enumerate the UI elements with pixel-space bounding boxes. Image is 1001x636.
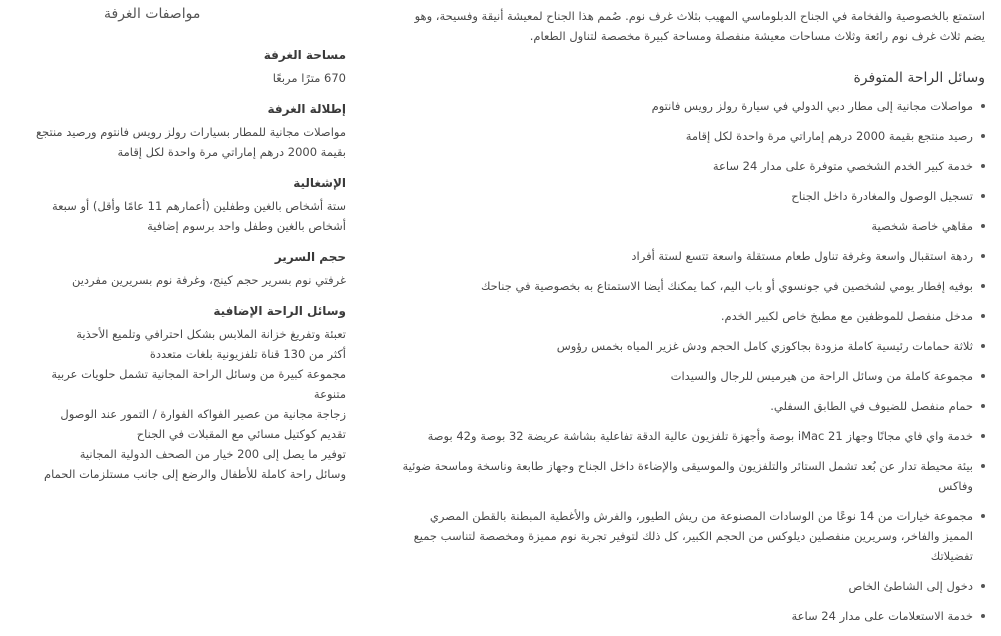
spec-view-value: مواصلات مجانية للمطار بسيارات رولز رويس فانتوم ورصيد منتجع بقيمة 2000 درهم إماراتي مرة واحدة لكل إقامة: [35, 125, 346, 159]
amenities-title: وسائل الراحة المتوفرة: [853, 70, 985, 86]
spec-view: [20, 102, 346, 162]
spec-view-label: إطلالة الغرفة: [267, 102, 346, 116]
spec-extra-item: تقديم كوكتيل مسائي مع المقبلات في الجناح: [136, 427, 346, 441]
list-item: مجموعة كاملة من وسائل الراحة من هيرميس للرجال والسيدات: [400, 366, 985, 386]
spec-extra: [20, 304, 346, 484]
specs-title: مواصفات الغرفة: [104, 6, 201, 22]
spec-extra-label: وسائل الراحة الإضافية: [213, 304, 346, 318]
spec-area-label: مساحة الغرفة: [263, 48, 346, 62]
spec-bed-label: حجم السرير: [274, 250, 346, 264]
list-item: حمام منفصل للضيوف في الطابق السفلي.: [400, 396, 985, 416]
spec-extra-item: أكثر من 130 قناة تلفزيونية بلغات متعددة: [149, 347, 346, 361]
list-item: دخول إلى الشاطئ الخاص: [400, 576, 985, 596]
spec-occupancy-label: الإشغالية: [293, 176, 346, 190]
spec-bed-value: غرفتي نوم بسرير حجم كينج، وغرفة نوم بسريرين مفردين: [71, 273, 346, 287]
list-item: خدمة الاستعلامات على مدار 24 ساعة: [400, 606, 985, 626]
spec-extra-item: مجموعة كبيرة من وسائل الراحة المجانية تشمل حلويات عربية متنوعة: [51, 367, 346, 401]
list-item: خدمة واي فاي مجانًا وجهاز iMac 21 بوصة وأجهزة تلفزيون عالية الدقة تفاعلية بشاشة عريضة 32 بوصة و42 بوصة: [400, 426, 985, 446]
spec-area: [20, 48, 346, 88]
list-item: بيئة محيطة تدار عن بُعد تشمل الستائر والتلفزيون والموسيقى والإضاءة داخل الجناح وجهاز طابعة وناسخة وماسحة ضوئية وفاكس: [400, 456, 985, 496]
spec-extra-item: تعبئة وتفريغ خزانة الملابس بشكل احترافي وتلميع الأحذية: [76, 327, 346, 341]
spec-extra-item: توفير ما يصل إلى 200 خيار من الصحف الدولية المجانية: [79, 447, 346, 461]
spec-occupancy: [20, 176, 346, 236]
list-item: مجموعة خيارات من 14 نوعًا من الوسادات المصنوعة من ريش الطيور، والفرش والأغطية المبطنة بالقطن المصري المميز والفاخر، وسريرين منفصلين ديلوكس من الحجم الكبير، كل ذلك لتوفير تجربة نوم مميزة ومخصصة لتناسب جميع تفضيلاتك: [400, 506, 985, 566]
spec-area-value: 670 مترًا مربعًا: [272, 71, 346, 85]
list-item: مقاهي خاصة شخصية: [400, 216, 985, 236]
intro-text: استمتع بالخصوصية والفخامة في الجناح الدبلوماسي المهيب بثلاث غرف نوم. صُمم هذا الجناح لمعيشة أنيقة وفسيحة، وهو يضم ثلاث غرف نوم رائعة وثلاث مساحات معيشة منفصلة ومساحة كبيرة مخصصة لتناول الطعام.: [414, 9, 985, 43]
amenities-list: [400, 96, 985, 626]
room-specs-panel: [20, 6, 346, 498]
list-item: تسجيل الوصول والمغادرة داخل الجناح: [400, 186, 985, 206]
spec-occupancy-value: ستة أشخاص بالغين وطفلين (أعمارهم 11 عامًا وأقل) أو سبعة أشخاص بالغين وطفل واحد برسوم إضافية: [51, 199, 346, 233]
list-item: مدخل منفصل للموظفين مع مطبخ خاص لكبير الخدم.: [400, 306, 985, 326]
spec-extra-item: زجاجة مجانية من عصير الفواكه الفوارة / التمور عند الوصول: [60, 407, 346, 421]
spec-bed: [20, 250, 346, 290]
spec-extra-item: وسائل راحة كاملة للأطفال والرضع إلى جانب مستلزمات الحمام: [44, 467, 346, 481]
list-item: ردهة استقبال واسعة وغرفة تناول طعام مستقلة واسعة تتسع لستة أفراد: [400, 246, 985, 266]
list-item: رصيد منتجع بقيمة 2000 درهم إماراتي مرة واحدة لكل إقامة: [400, 126, 985, 146]
suite-description: [400, 6, 985, 636]
list-item: خدمة كبير الخدم الشخصي متوفرة على مدار 24 ساعة: [400, 156, 985, 176]
list-item: مواصلات مجانية إلى مطار دبي الدولي في سيارة رولز رويس فانتوم: [400, 96, 985, 116]
list-item: ثلاثة حمامات رئيسية كاملة مزودة بجاكوزي كامل الحجم ودش غزير المياه بخمس رؤوس: [400, 336, 985, 356]
list-item: بوفيه إفطار يومي لشخصين في جونسوي أو باب اليم، كما يمكنك أيضا الاستمتاع به بخصوصية في جناحك: [400, 276, 985, 296]
